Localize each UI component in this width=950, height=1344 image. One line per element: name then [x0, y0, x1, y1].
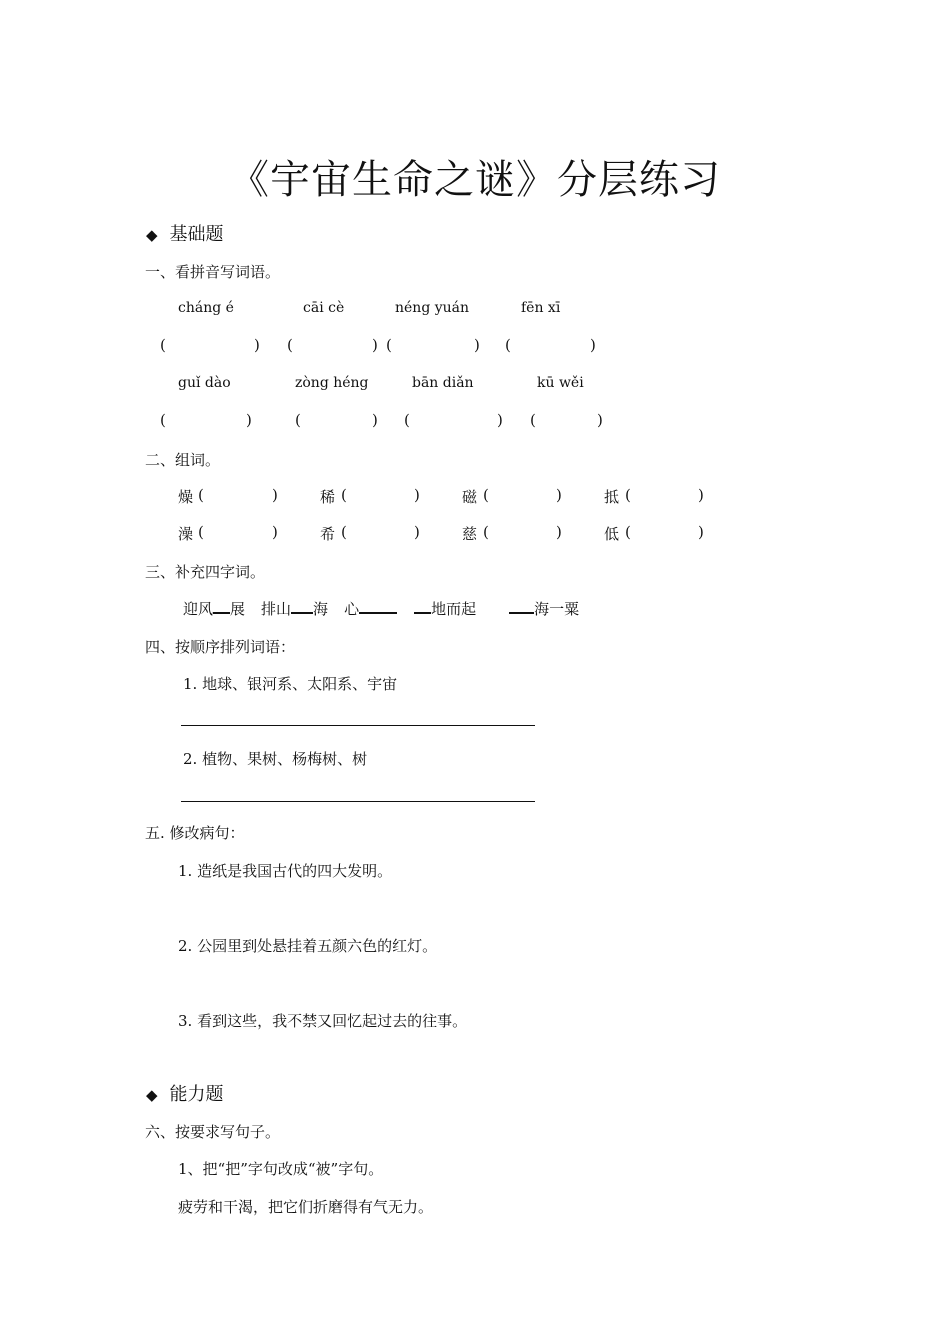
q2-heading: 二、组词。	[145, 451, 221, 469]
paren-close: )	[246, 411, 252, 429]
char: 燥	[178, 488, 194, 506]
section-basic-label: 基础题	[169, 224, 224, 245]
char: 抵	[604, 488, 620, 506]
paren-close: )	[272, 486, 278, 504]
paren-open: (	[160, 336, 166, 354]
answer-line[interactable]	[181, 801, 535, 802]
pinyin: fēn xī	[521, 300, 561, 316]
paren-close: )	[414, 486, 420, 504]
idiom-row	[183, 598, 579, 619]
idiom-part: 心	[344, 600, 360, 618]
q3-heading: 三、补充四字词。	[145, 563, 266, 581]
fill-blank[interactable]	[509, 598, 534, 614]
paren-open: (	[198, 486, 204, 504]
paren-close: )	[698, 523, 704, 541]
answer-line[interactable]	[181, 725, 535, 726]
q5-item-1: 1. 造纸是我国古代的四大发明。	[178, 862, 393, 880]
paren-open: (	[483, 486, 489, 504]
paren-close: )	[556, 486, 562, 504]
idiom-part: 地而起	[431, 600, 477, 618]
char: 慈	[462, 525, 478, 543]
paren-open: (	[386, 336, 392, 354]
fill-blank[interactable]	[213, 598, 230, 614]
q5-item-3: 3. 看到这些，我不禁又回忆起过去的往事。	[178, 1012, 468, 1030]
paren-close: )	[414, 523, 420, 541]
char: 磁	[462, 488, 478, 506]
pinyin: kū wěi	[537, 375, 584, 391]
paren-open: (	[341, 523, 347, 541]
paren-close: )	[474, 336, 480, 354]
paren-close: )	[372, 336, 378, 354]
paren-close: )	[698, 486, 704, 504]
diamond-bullet-icon: ◆	[146, 226, 158, 244]
q4-item-1: 1. 地球、银河系、太阳系、宇宙	[183, 675, 398, 693]
fill-blank[interactable]	[359, 598, 397, 614]
fill-blank[interactable]	[414, 598, 431, 614]
paren-open: (	[198, 523, 204, 541]
paren-open: (	[287, 336, 293, 354]
q4-item-2: 2. 植物、果树、杨梅树、树	[183, 750, 368, 768]
section-ability	[146, 1080, 224, 1106]
char: 稀	[320, 488, 336, 506]
paren-open: (	[530, 411, 536, 429]
paren-open: (	[295, 411, 301, 429]
q5-item-2: 2. 公园里到处悬挂着五颜六色的红灯。	[178, 937, 438, 955]
paren-close: )	[556, 523, 562, 541]
paren-open: (	[625, 523, 631, 541]
idiom-part: 迎风	[183, 600, 214, 618]
q4-heading: 四、按顺序排列词语：	[145, 638, 296, 656]
idiom-part: 海	[313, 600, 329, 618]
char: 希	[320, 525, 336, 543]
paren-close: )	[597, 411, 603, 429]
char: 澡	[178, 525, 194, 543]
paren-open: (	[505, 336, 511, 354]
idiom-part: 展	[230, 600, 246, 618]
char: 低	[604, 525, 620, 543]
pinyin: bān diǎn	[412, 375, 474, 391]
diamond-bullet-icon: ◆	[146, 1086, 158, 1104]
section-basic	[146, 220, 224, 246]
paren-close: )	[590, 336, 596, 354]
idiom-part: 海一粟	[534, 600, 580, 618]
pinyin: néng yuán	[395, 300, 470, 316]
paren-close: )	[254, 336, 260, 354]
pinyin: cāi cè	[303, 300, 345, 316]
fill-blank[interactable]	[291, 598, 313, 614]
paren-close: )	[497, 411, 503, 429]
paren-open: (	[341, 486, 347, 504]
section-ability-label: 能力题	[169, 1084, 224, 1105]
paren-close: )	[372, 411, 378, 429]
paren-open: (	[483, 523, 489, 541]
pinyin: zòng héng	[295, 375, 369, 391]
q5-heading: 五. 修改病句：	[145, 824, 245, 842]
q6-item-1: 1、把“把”字句改成“被”字句。	[178, 1160, 384, 1178]
page-title: 《宇宙生命之谜》分层练习	[229, 157, 721, 203]
paren-open: (	[625, 486, 631, 504]
paren-open: (	[404, 411, 410, 429]
q6-sentence: 疲劳和干渴，把它们折磨得有气无力。	[178, 1198, 434, 1216]
paren-close: )	[272, 523, 278, 541]
paren-open: (	[160, 411, 166, 429]
q6-heading: 六、按要求写句子。	[145, 1123, 281, 1141]
pinyin: cháng é	[178, 300, 234, 316]
pinyin: guǐ dào	[178, 375, 231, 391]
idiom-part: 排山	[261, 600, 292, 618]
q1-heading: 一、看拼音写词语。	[145, 263, 281, 281]
